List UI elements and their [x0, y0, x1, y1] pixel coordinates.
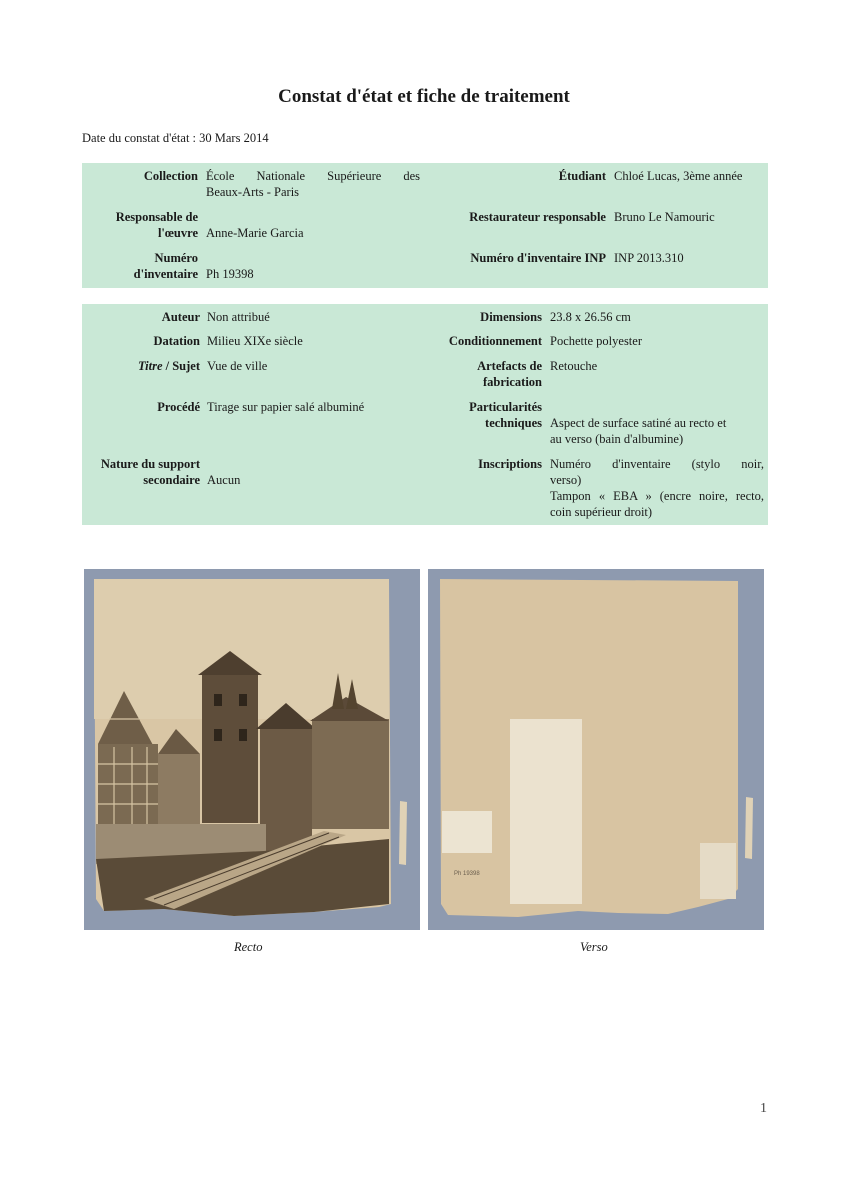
auteur-value: Non attribué	[207, 310, 270, 324]
titre-label	[82, 358, 200, 374]
numero-label-line1: Numéro	[154, 251, 198, 265]
verso-pencil-mark: Ph 19398	[454, 871, 480, 877]
numero-label-line2: d'inventaire	[133, 267, 198, 281]
datation-value: Milieu XIXe siècle	[207, 334, 303, 348]
procede-value: Tirage sur papier salé albuminé	[207, 400, 365, 414]
procede-label: Procédé	[157, 400, 200, 414]
numero-value: Ph 19398	[206, 267, 254, 281]
artefacts-label-line1: Artefacts de	[477, 359, 542, 373]
dimensions-label: Dimensions	[480, 310, 542, 324]
nature-label-line1: Nature du support	[100, 457, 200, 471]
responsable-label-line1: Responsable de	[115, 210, 198, 224]
page-title: Constat d'état et fiche de traitement	[278, 86, 570, 107]
titre-value: Vue de ville	[207, 359, 268, 373]
description-table	[82, 304, 768, 525]
particularites-label-line2: techniques	[485, 416, 542, 430]
verso-caption: Verso	[580, 940, 608, 954]
recto-image	[84, 569, 420, 930]
page-number: 1	[760, 1101, 767, 1116]
inscriptions-label: Inscriptions	[478, 457, 542, 471]
particularites-label-line1: Particularités	[469, 400, 542, 414]
inp-label: Numéro d'inventaire INP	[470, 251, 606, 265]
collection-value-line1: École Nationale Supérieure des	[206, 169, 420, 183]
conditionnement-label: Conditionnement	[448, 334, 542, 348]
dimensions-value: 23.8 x 26.56 cm	[550, 310, 631, 324]
inscriptions-value-line4: coin supérieur droit)	[550, 505, 653, 519]
inscriptions-value-line2: verso)	[550, 473, 582, 487]
responsable-value: Anne-Marie Garcia	[206, 226, 304, 240]
particularites-value-line2: au verso (bain d'albumine)	[550, 432, 684, 446]
inscriptions-value-line3: Tampon « EBA » (encre noire, recto,	[550, 489, 764, 503]
etudiant-value: Chloé Lucas, 3ème année	[614, 169, 743, 183]
conditionnement-value: Pochette polyester	[550, 334, 642, 348]
particularites-value-line1: Aspect de surface satiné au recto et	[550, 416, 727, 430]
recto-caption: Recto	[234, 940, 263, 954]
etudiant-label: Étudiant	[558, 169, 606, 183]
auteur-label: Auteur	[161, 310, 200, 324]
artefacts-label-line2: fabrication	[482, 375, 542, 389]
verso-image	[428, 569, 764, 930]
restaurateur-value: Bruno Le Namouric	[614, 210, 715, 224]
titre-label-rest: / Sujet	[162, 359, 200, 373]
nature-label-line2: secondaire	[143, 473, 200, 487]
titre-label-italic: Titre	[137, 359, 163, 373]
report-date: Date du constat d'état : 30 Mars 2014	[82, 131, 269, 145]
verso-photograph	[428, 569, 764, 930]
responsable-label-line2: l'œuvre	[157, 226, 198, 240]
datation-label: Datation	[153, 334, 200, 348]
nature-value: Aucun	[207, 473, 241, 487]
restaurateur-label: Restaurateur responsable	[469, 210, 606, 224]
recto-photograph	[84, 569, 420, 930]
inscriptions-value-line1: Numéro d'inventaire (stylo noir,	[550, 457, 764, 471]
collection-label: Collection	[143, 169, 198, 183]
identification-table	[82, 163, 768, 288]
collection-value-line2: Beaux-Arts - Paris	[206, 185, 300, 199]
artefacts-value: Retouche	[550, 359, 598, 373]
inp-value: INP 2013.310	[614, 251, 684, 265]
